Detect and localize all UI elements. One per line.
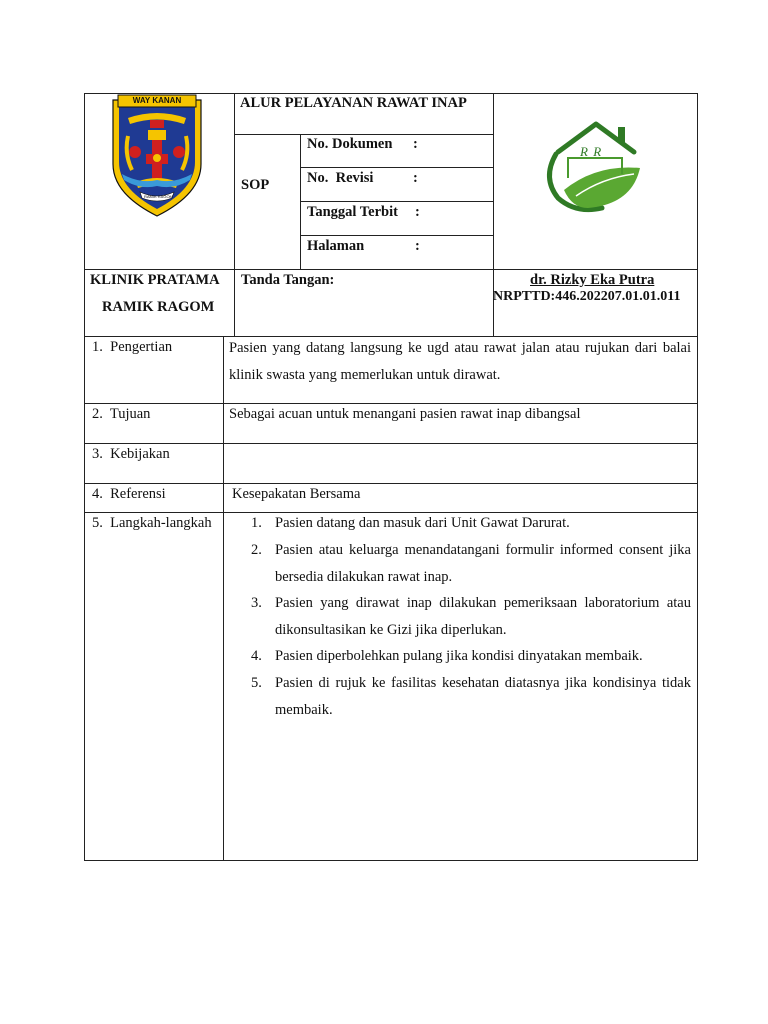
- doctor-id: NRPTTD:446.202207.01.01.011: [493, 289, 681, 304]
- signature-label: Tanda Tangan:: [241, 272, 335, 288]
- step-text-line: Pasien yang dirawat inap dilakukan pemeriksaan laboratorium atau: [275, 595, 691, 611]
- step-text-line: dikonsultasikan ke Gizi jika diperlukan.: [275, 622, 507, 638]
- doc-field-colon: :: [413, 136, 418, 152]
- step-text-line: Pasien di rujuk ke fasilitas kesehatan diatasnya jika kondisinya tidak: [275, 675, 691, 691]
- doc-field-label: No. Revisi: [307, 170, 374, 186]
- section-text-line: Kesepakatan Bersama: [232, 486, 361, 502]
- clinic-name-line2: RAMIK RAGOM: [102, 299, 215, 315]
- section-label-referensi: 4. Referensi: [92, 486, 166, 502]
- doctor-name: dr. Rizky Eka Putra: [530, 272, 655, 288]
- emblem-banner-text: WAY KANAN: [132, 96, 182, 105]
- step-number: 4.: [251, 648, 262, 664]
- step-number: 3.: [251, 595, 262, 611]
- clinic-name-line1: KLINIK PRATAMA: [90, 272, 220, 288]
- section-text-line: Pasien yang datang langsung ke ugd atau rawat jalan atau rujukan dari balai: [229, 340, 691, 356]
- doc-field-label: Tanggal Terbit: [307, 204, 398, 220]
- section-text-line: klinik swasta yang memerlukan untuk dirawat.: [229, 367, 501, 383]
- step-text-line: Pasien datang dan masuk dari Unit Gawat Darurat.: [275, 515, 570, 531]
- step-text-line: Pasien atau keluarga menandatangani formulir informed consent jika: [275, 542, 691, 558]
- way-kanan-emblem: [110, 94, 204, 218]
- page-title: ALUR PELAYANAN RAWAT INAP: [240, 95, 467, 111]
- section-label-tujuan: 2. Tujuan: [92, 406, 151, 422]
- doc-field-colon: :: [415, 204, 420, 220]
- section-label-kebijakan: 3. Kebijakan: [92, 446, 170, 462]
- sop-label: SOP: [241, 177, 270, 193]
- doc-field-label: Halaman: [307, 238, 365, 254]
- section-label-pengertian: 1. Pengertian: [92, 339, 173, 355]
- doc-field-colon: :: [415, 238, 420, 254]
- step-number: 1.: [251, 515, 262, 531]
- step-text-line: membaik.: [275, 702, 333, 718]
- doc-field-colon: :: [413, 170, 418, 186]
- doc-field-label: No. Dokumen: [307, 136, 393, 152]
- section-text-line: Sebagai acuan untuk menangani pasien rawat inap dibangsal: [229, 406, 581, 422]
- step-number: 2.: [251, 542, 262, 558]
- clinic-logo-letters: R R: [580, 144, 603, 159]
- step-text-line: bersedia dilakukan rawat inap.: [275, 569, 453, 585]
- clinic-logo: [536, 118, 648, 218]
- section-label-langkah: 5. Langkah-langkah: [92, 515, 212, 531]
- emblem-bottom-text: RAMIK RAGOM: [144, 194, 173, 199]
- step-text-line: Pasien diperbolehkan pulang jika kondisi dinyatakan membaik.: [275, 648, 643, 664]
- clinic-house-leaf-logo-icon: [536, 118, 648, 218]
- step-number: 5.: [251, 675, 262, 691]
